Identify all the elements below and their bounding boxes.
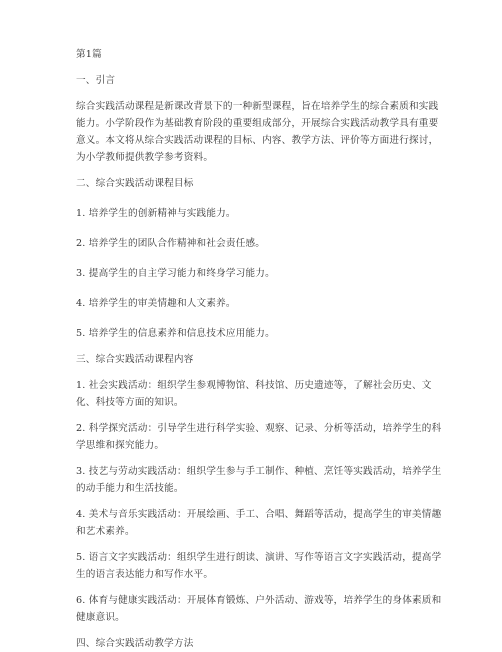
content-item-3: 3. 技艺与劳动实践活动：组织学生参与手工制作、种植、烹饪等实践活动，培养学生的动手能力和生活技能。 (76, 466, 442, 494)
goal-item-1: 1. 培养学生的创新精神与实践能力。 (76, 208, 236, 219)
section-heading-introduction: 一、引言 (76, 75, 116, 86)
section-heading-content: 三、综合实践活动课程内容 (76, 354, 194, 365)
section-heading-goals: 二、综合实践活动课程目标 (76, 178, 194, 189)
section-heading-methods: 四、综合实践活动教学方法 (76, 638, 194, 649)
goal-item-3: 3. 提高学生的自主学习能力和终身学习能力。 (76, 268, 275, 279)
content-item-4: 4. 美术与音乐实践活动：开展绘画、手工、合唱、舞蹈等活动，提高学生的审美情趣和艺术素养。 (76, 509, 442, 537)
goal-item-5: 5. 培养学生的信息素养和信息技术应用能力。 (76, 328, 275, 339)
content-item-5: 5. 语言文字实践活动：组织学生进行朗读、演讲、写作等语言文字实践活动，提高学生的语言表达能力和写作水平。 (76, 552, 442, 580)
goal-item-4: 4. 培养学生的审美情趣和人文素养。 (76, 298, 236, 309)
page-label: 第1篇 (76, 49, 102, 60)
goal-item-2: 2. 培养学生的团队合作精神和社会责任感。 (76, 238, 266, 249)
content-item-1: 1. 社会实践活动：组织学生参观博物馆、科技馆、历史遗迹等，了解社会历史、文化、科技等方面的知识。 (76, 380, 432, 408)
content-item-6: 6. 体育与健康实践活动：开展体育锻炼、户外活动、游戏等，培养学生的身体素质和健康意识。 (76, 595, 442, 623)
content-item-2: 2. 科学探究活动：引导学生进行科学实验、观察、记录、分析等活动，培养学生的科学思维和探究能力。 (76, 423, 442, 451)
intro-paragraph: 综合实践活动课程是新课改背景下的一种新型课程，旨在培养学生的综合素质和实践能力。小学阶段作为基础教育阶段的重要组成部分，开展综合实践活动教学具有重要意义。本文将从综合实践活动课程的目标、内容、教学方法、评价等方面进行探讨，为小学教师提供教学参考资料。 (76, 101, 439, 163)
